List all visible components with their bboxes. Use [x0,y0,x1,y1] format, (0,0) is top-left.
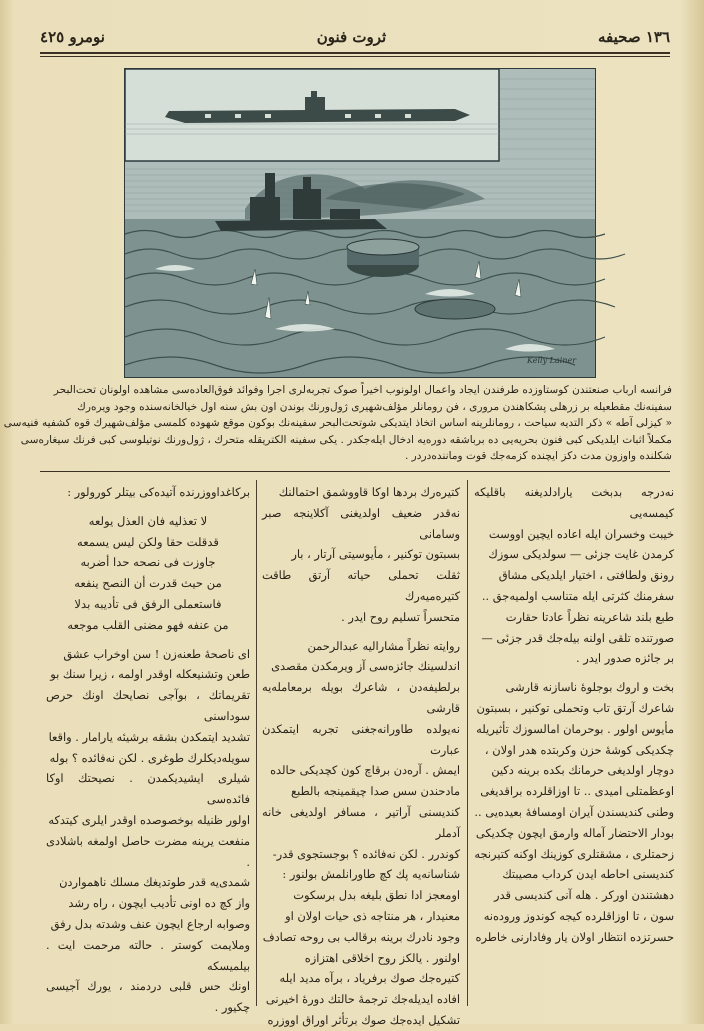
text-line: بر جائزه صدور ایدر . [576,651,674,666]
text-line: ایمش . آرەدن برقاچ کون کچدیکی حالده [270,763,460,778]
text-line: افاده ایدیله‌جك ترجمۀ حالتك دورۀ اخیرنی [265,992,460,1007]
text-line: ای ناصحۀ طعنه‌زن ! سن اوخراب عشق [63,646,250,661]
caption-line: سفینه‌نك مقطعیله بر زرهلی پشکاهندن مروری ، فن رومانلر مؤلف‌شهیری ژول‌ورنك بوندن اون بش سنه اول خیالخانه‌سنده وجود ویره‌رك [77,400,672,413]
caption-line: فرانسه ارباب صنعتندن کوستاوزده طرفندن ایجاد واعمال اولونوب اخیراً صوک تجربه‌لری اجرا وفوائد فوق‌العاده‌سی مشاهده اولونان تحت‌البحر [53,384,672,396]
text-line: معنیدار ، هر منتاجه ذی حیات اولان او [285,908,460,923]
text-line: صورتنده تلقی اولنه بیله‌جك قدر جزئی — [481,630,674,645]
text-line: واز کچ ده اونی تأدیب ایچون ، راه رشد [68,896,250,911]
text-line: حسرتزده انتظار اولان یار وفادارنی خاطره [475,929,674,944]
article-column-left [46,482,250,1015]
header-rule [40,52,670,54]
text-line: شاعرك آرتق تاب وتحملی توکنیر ، بسبتون [476,700,674,715]
text-line: اولنور . یالکز روح اخلاقی اهتزازه [304,950,460,965]
text-line: نه‌یولده طاورانه‌جغنی تجربه ایتمکدن عبارت [262,721,460,757]
text-line: مادحندن سس صدا چیقمینجه بالطبع [291,784,460,799]
submarine-illustration [124,68,596,378]
text-line: وصوابه ارجاع ایچون عنف وشدته بدل رفق [50,916,250,931]
text-line: اندلسینك جائزه‌سی آز ویرمکدن مقصدی [271,659,460,674]
text-line: شیلری ایشیدیکمدن . نصیحتك اوکا فائده‌سی [46,771,250,807]
text-line: کتیره‌جك صوك برفریاد ، برآه مدید ایله [279,971,460,986]
text-line: اومعجز ادا نطق بلیغه بدل برسکوت [293,888,460,903]
text-line: برلطیفه‌دن ، شاعرك بویله برمعامله‌یه قارشی [262,680,460,715]
verse-line: فاستعملی الرفق فی تأدیبه بدلا [74,596,222,611]
text-line: چکدیکی کوشۀ حزن وکربتده هدر اولان ، [484,742,674,757]
page-header [40,24,670,50]
caption-line: « کیزلی آطه » ذکر التدیه سیاحت ، رومانلرینه اساس اتخاذ ایتدیکی شوتحت‌البحر سفینه‌نك بوکون موقع شهوده کلمسی مؤلف‌شهیرك قوه کشفیه فنیه‌سی [3,417,672,430]
text-line: کرمدن غایت جزئی — سولدیکی سوزك [488,547,674,562]
text-line: کوندرر . لکن نه‌فائده ؟ بوجستجوی قدر- [272,846,460,861]
text-line: اولور ظنیله بوخصوصده اوقدر ایلری کیتدکه [48,812,250,827]
illustration-caption [3,382,672,465]
text-line: روایته نظراً مشارالیه عبدالرحمن [307,638,460,653]
text-line: منفعت یرینه مضرت حاصل اولمغه باشلادی . [46,833,250,869]
text-line: مأیوس اولور . بوحرمان امالسوزك تأثیریله [476,721,674,736]
text-line: شناسانه‌یه پك کچ طاورانلمش بولنور : [282,867,460,882]
text-line: سفرمنك کثرتی ایله متناسب اولمیه‌جق .. [481,588,674,603]
text-line: وطنی کندیسندن آیران اومسافۀ بعیده‌یی .. [474,804,674,819]
text-line: برکاغداووزرنده آتیده‌کی بیتلر کورولور : [67,485,250,499]
column-rule [256,480,257,1006]
engraving-svg [125,69,595,377]
text-line: متحسراً تسلیم روح ایدر . [341,609,460,624]
text-line: نه‌درجه بدبخت یارادلدیغنه باقلیکه کیمسه‌یی [474,485,674,520]
text-line: بسبتون توکنیر ، مأیوسیتی آرتار ، بار [291,547,460,562]
text-line: وجود نادرك برینه برقالب بی روحه تصادف [262,929,460,944]
verse-line: من عنفه فهو مضنی القلب موجعه [67,617,229,632]
verse-line: جاوزت فی نصحه حدا أضربه [80,555,216,570]
caption-line: مکملاً اثبات ایلدیکی کبی فنون بحریه‌یی ده برباشقه دوره‌یه ادخال ایله‌جکدر . یکی سفینه الکتریقله متحرك ، ژول‌ورنك نوتیلوسی کبی فرنك سیغاره‌سی [20,433,672,446]
text-line: رونق ولطافتی ، اختیار ایلدیکی مشاق [498,568,674,583]
text-line: بخت و اروك بوجلوۀ ناسازنه قارشی [505,680,674,695]
text-line: طبع بلند شاعرینه نظراً عادتا حقارت [505,609,674,624]
verse-line: من حیث قدرت أن النصح ینفعه [74,576,222,591]
text-line: شمدی‌یه قدر طوتدیغك مسلك ناهمواردن [59,875,250,890]
text-line: کندیسنی آراتیر ، مسافر اولدیغی خانه آدملر [262,804,460,840]
text-line: نه‌قدر ضعیف اولدیغنی آکلاینجه صبر وسامانی [262,505,460,541]
text-line: سون ، تا اوزاقلرده کیجه کوندوز وروده‌نه [483,908,674,923]
text-line: کتیره‌رك بردها اوکا قاووشمق احتمالنك [278,485,460,499]
article-column-middle [262,482,460,1027]
caption-line: شکلنده واوزون مدت دکز ایچنده کزمه‌جك قوت وماننده‌دردر . [404,450,672,463]
caption-separator [40,471,670,472]
text-line: تشدید ایتمکدن بشقه برشیئه یارامار . واقعا [48,729,250,744]
text-line: تقریماتك ، بوآجی نصایحك اونك حرص سوداسنی [46,688,250,723]
journal-title: ثروت فنون [316,28,387,46]
text-line: خیبت وخسران ایله اعاده ایچین اووست [488,526,674,541]
page-number: ١٣٦ صحیفه [598,28,670,46]
issue-number: نومرو ٤٢٥ [40,28,105,46]
text-line: اوعظمتلی امیدی .. تا اوزاقلرده براقدیغی [480,784,674,799]
text-line: وملایمت کوستر . حالته مرحمت ایت . بیلمیسکه [46,937,250,973]
text-line: زحمتلری ، مشقتلری کوزینك اوکنه کتیرنجه [474,846,674,861]
text-line: تشکیل ایده‌جك صوك برتأثر اوراق اووزره [267,1012,460,1027]
article-column-right [474,482,674,1002]
text-line: طعن وتشنیعکله اوقدر اولمه ، زیرا سنك بو [50,667,250,682]
verse-line: قدقلت حقا ولکن لیس یسمعه [77,534,219,549]
text-line: کندیسنی احاطه ایدن کرداب مصیبتك [502,867,674,882]
text-line: بودار الاحتضار آماله وارمق ایچون چکدیکی [475,825,674,840]
column-rule [467,480,468,1006]
text-line: دوچار اولدیغی حرمانك بکده برینه دکین [491,763,674,778]
text-line: دهشتندن اورکر . هله آنی کندیسی قدر [494,888,674,903]
verse-line: لا تعذلیه فان العذل یولعه [88,513,208,528]
artist-signature: Kelly Lainer [527,356,577,365]
text-line: اونك حس قلبی دردمند ، یورك آجیسی چکیور . [46,979,250,1015]
text-line: سویله‌دیکلرك طوغری . لکن نه‌فائده ؟ بوله [49,750,250,765]
header-rule-thin [40,56,670,57]
text-line: ثقلت تحملی حیاته آرتق طاقت کتیره‌میه‌رك [262,568,460,603]
